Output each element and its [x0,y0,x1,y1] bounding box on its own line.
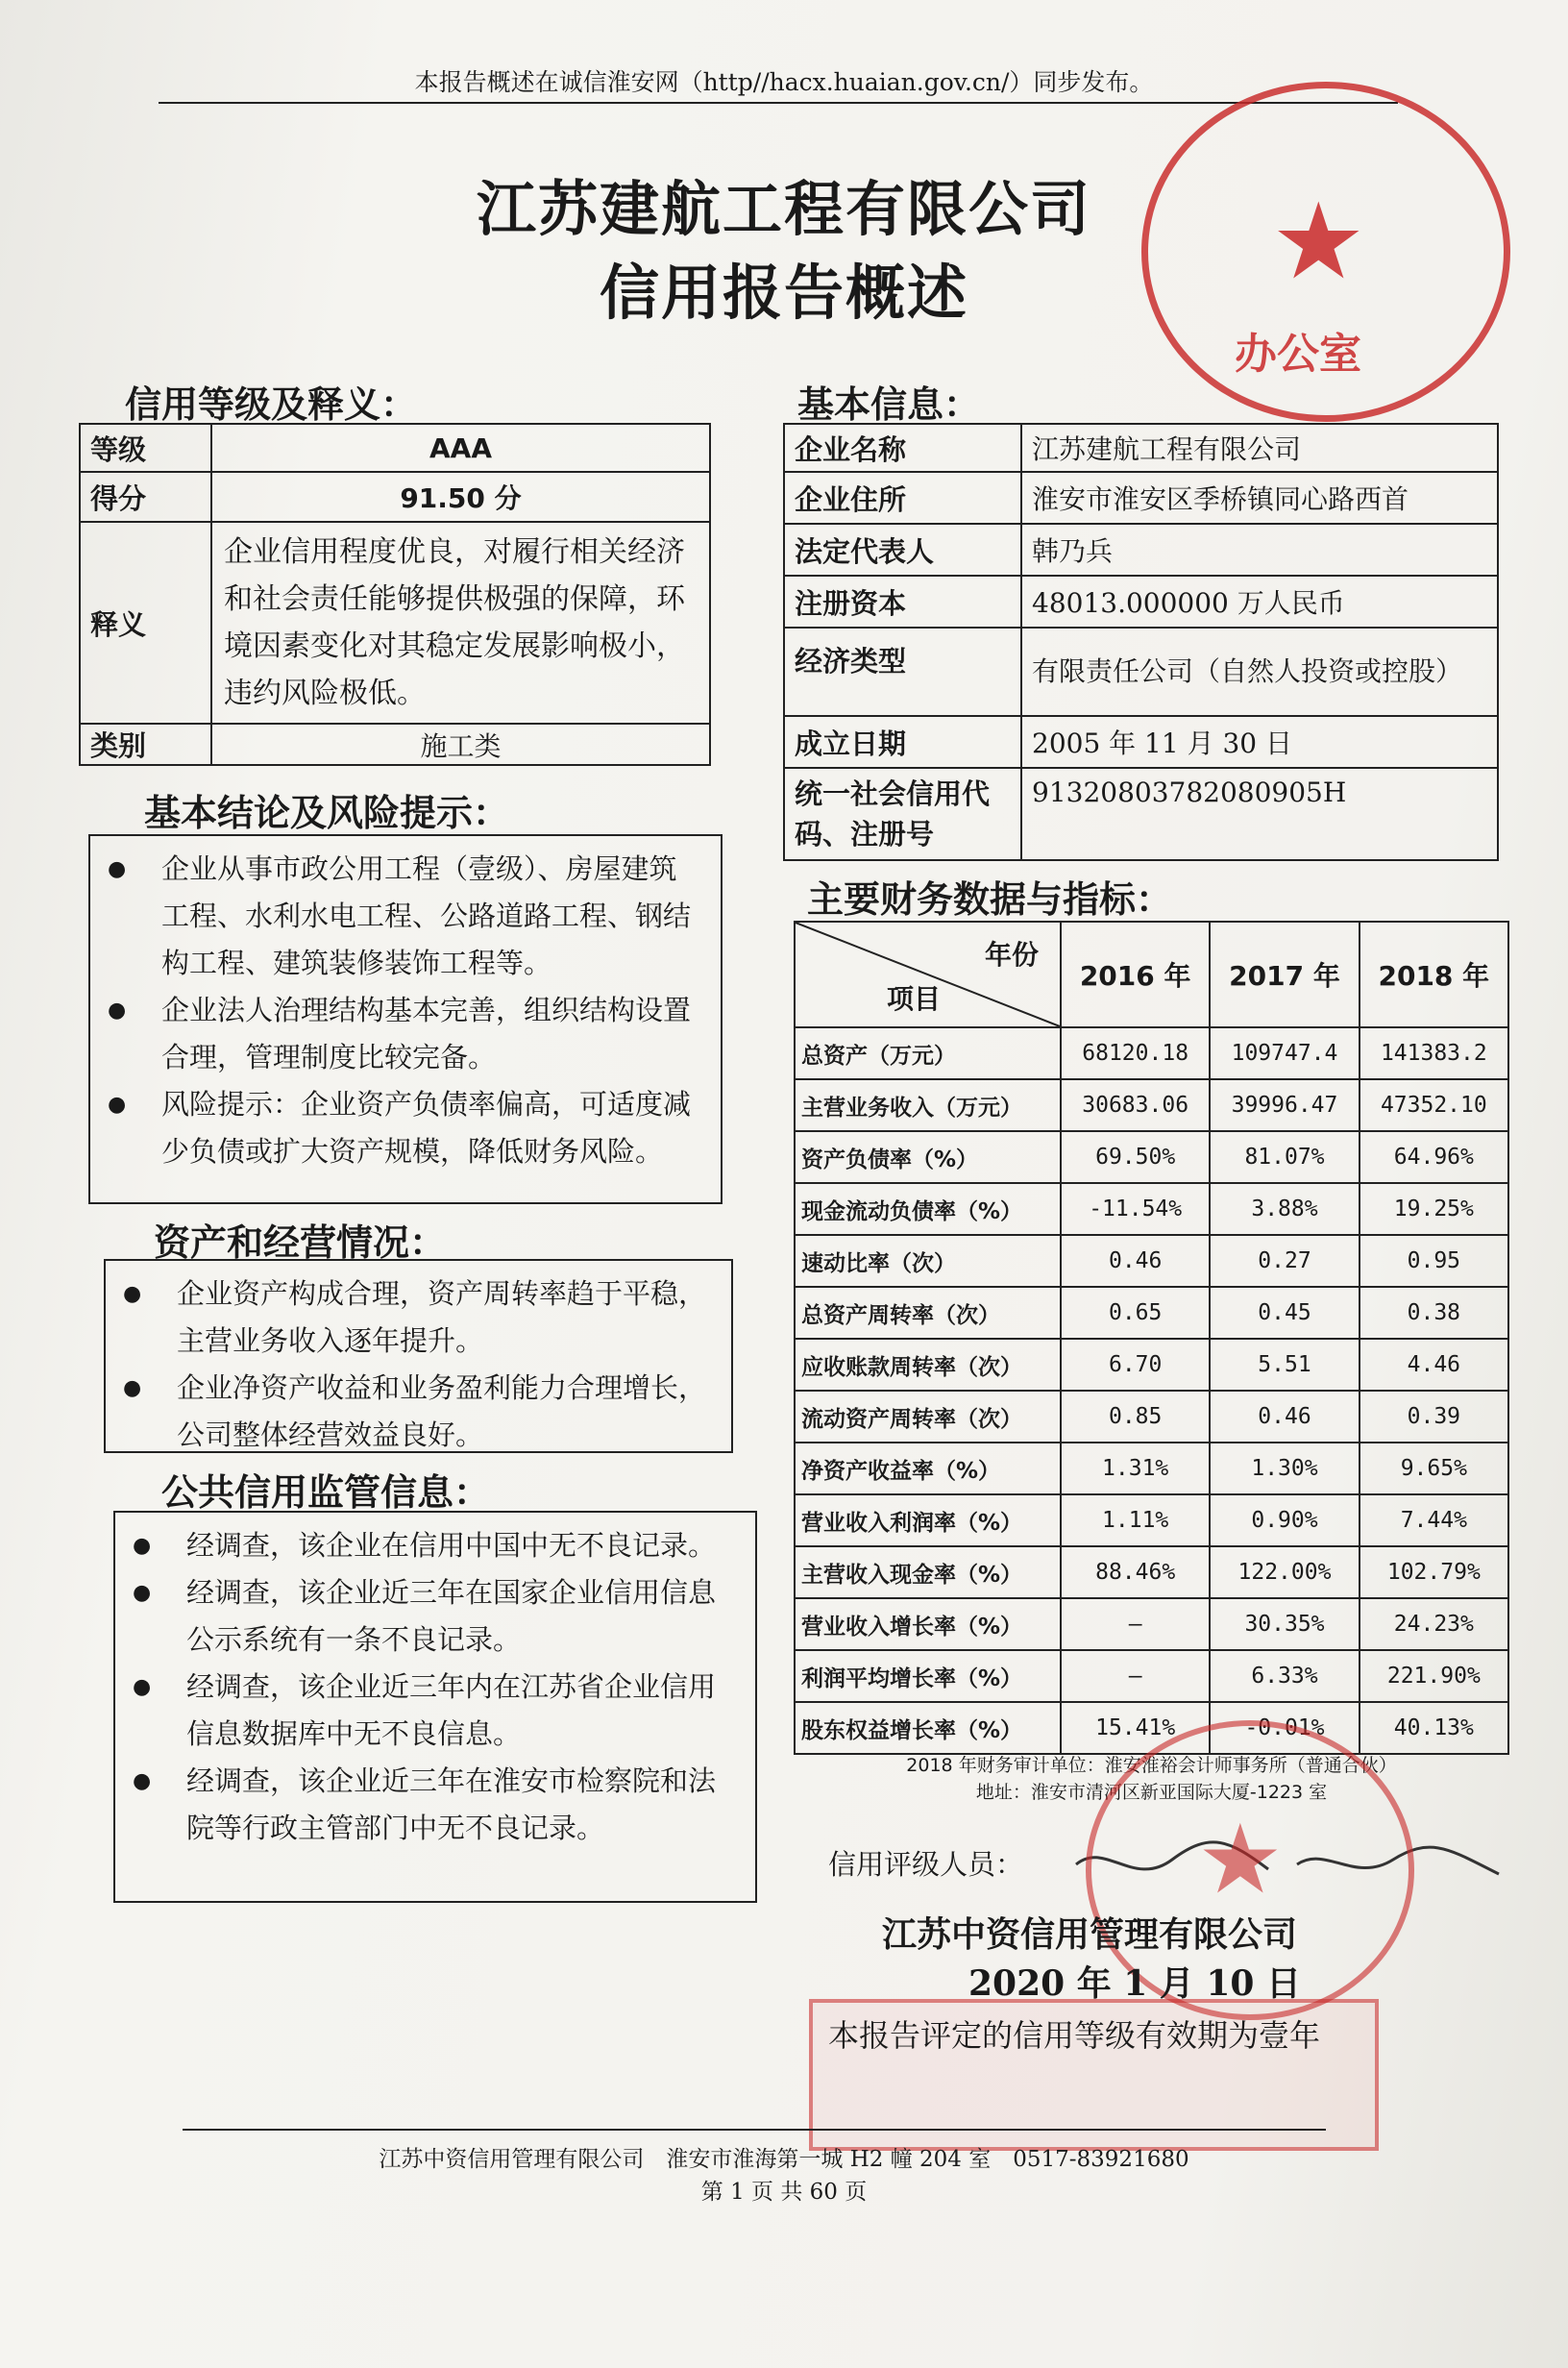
conclusion-item: ● 企业从事市政公用工程（壹级）、房屋建筑工程、水利水电工程、公路道路工程、钢结构工程、建筑装修装饰工程等。 [108,846,703,987]
assets-heading: 资产和经营情况： [154,1221,447,1264]
finance-cell: -11.54% [1061,1183,1210,1235]
conclusion-heading: 基本结论及风险提示： [144,792,510,834]
bullet-icon: ● [123,1282,142,1306]
grade-table [79,423,711,766]
finance-row [795,1494,1508,1546]
finance-cell: – [1061,1598,1210,1650]
conclusion-box [88,834,723,1204]
finance-cell: 5.51 [1210,1339,1359,1391]
finance-cell: 3.88% [1210,1183,1359,1235]
year-header: 2016 年 [1061,922,1210,1027]
finance-cell: 64.96% [1360,1131,1508,1183]
public-item: ● 经调查，该企业在信用中国中无不良记录。 [133,1522,738,1569]
office-seal [1141,82,1510,422]
category-label: 类别 [80,724,211,765]
finance-row-label: 利润平均增长率（%） [795,1650,1061,1702]
finance-row [795,1287,1508,1339]
public-item: ● 经调查，该企业近三年内在江苏省企业信用信息数据库中无不良信息。 [133,1664,738,1758]
finance-cell: 6.70 [1061,1339,1210,1391]
meaning-label: 释义 [80,522,211,724]
finance-row-label: 总资产（万元） [795,1027,1061,1079]
document-title: 信用报告概述 [599,258,968,328]
basic-value: 江苏建航工程有限公司 [1021,424,1498,472]
bullet-icon: ● [133,1675,152,1699]
basic-label: 统一社会信用代码、注册号 [784,768,1021,860]
basic-info-table [783,423,1499,861]
finance-cell: 0.45 [1210,1287,1359,1339]
finance-cell: 88.46% [1061,1546,1210,1598]
finance-cell: 30.35% [1210,1598,1359,1650]
corner-item-label: 项目 [887,983,942,1015]
finance-row-label: 主营收入现金率（%） [795,1546,1061,1598]
finance-cell: -0.01% [1210,1702,1359,1754]
finance-row-label: 营业收入增长率（%） [795,1598,1061,1650]
score-value: 91.50 分 [211,472,710,522]
finance-row [795,1598,1508,1650]
finance-cell: 4.46 [1360,1339,1508,1391]
basic-label: 成立日期 [784,716,1021,768]
basic-value: 91320803782080905H [1021,768,1498,860]
finance-cell: 221.90% [1360,1650,1508,1702]
finance-row [795,1235,1508,1287]
assets-item: ● 企业净资产收益和业务盈利能力合理增长，公司整体经营效益良好。 [123,1365,714,1459]
finance-cell: 9.65% [1360,1443,1508,1494]
seal-star-icon: ★ [1271,180,1366,303]
bullet-icon: ● [133,1769,152,1793]
finance-row [795,1027,1508,1079]
bullet-icon: ● [133,1534,152,1558]
finance-row-label: 主营业务收入（万元） [795,1079,1061,1131]
finance-cell: 7.44% [1360,1494,1508,1546]
finance-row-label: 净资产收益率（%） [795,1443,1061,1494]
audit-address: 地址：淮安市清河区新亚国际大厦-1223 室 [975,1782,1328,1803]
finance-row-label: 速动比率（次） [795,1235,1061,1287]
footer-info: 江苏中资信用管理有限公司 淮安市淮海第一城 H2 幢 204 室 0517-83921680 [379,2147,1189,2172]
category-value: 施工类 [211,724,710,765]
finance-cell: 1.11% [1061,1494,1210,1546]
bullet-icon: ● [123,1376,142,1400]
assets-item: ● 企业资产构成合理，资产周转率趋于平稳，主营业务收入逐年提升。 [123,1270,714,1365]
footer-divider [183,2129,1326,2131]
year-header: 2018 年 [1360,922,1508,1027]
finance-cell: 1.31% [1061,1443,1210,1494]
finance-row [795,1183,1508,1235]
finance-cell: 0.27 [1210,1235,1359,1287]
publish-notice: 本报告概述在诚信淮安网（http//hacx.huaian.gov.cn/）同步发布。 [414,68,1154,96]
agency-name: 江苏中资信用管理有限公司 [882,1914,1298,1955]
basic-value: 48013.000000 万人民币 [1021,576,1498,628]
finance-cell: 15.41% [1061,1702,1210,1754]
finance-row-label: 股东权益增长率（%） [795,1702,1061,1754]
finance-row [795,1443,1508,1494]
rater-label: 信用评级人员： [828,1848,1024,1881]
finance-row [795,1391,1508,1443]
finance-cell: 122.00% [1210,1546,1359,1598]
finance-body [795,1027,1508,1754]
finance-row [795,1131,1508,1183]
finance-cell: 0.39 [1360,1391,1508,1443]
public-credit-heading: 公共信用监管信息： [161,1471,491,1514]
finance-row-label: 总资产周转率（次） [795,1287,1061,1339]
finance-cell: 0.85 [1061,1391,1210,1443]
grade-heading: 信用等级及释义： [125,383,418,426]
meaning-value: 企业信用程度优良，对履行相关经济和社会责任能够提供极强的保障，环境因素变化对其稳定发展影响极小，违约风险极低。 [211,522,710,724]
public-credit-box [113,1511,757,1903]
basic-label: 注册资本 [784,576,1021,628]
bullet-icon: ● [108,857,127,881]
finance-row-label: 现金流动负债率（%） [795,1183,1061,1235]
finance-cell: 1.30% [1210,1443,1359,1494]
grade-label: 等级 [80,424,211,472]
finance-row [795,1079,1508,1131]
finance-cell: 141383.2 [1360,1027,1508,1079]
finance-cell: – [1061,1650,1210,1702]
grade-value: AAA [211,424,710,472]
finance-corner [795,922,1061,1027]
basic-label: 经济类型 [784,628,1021,716]
finance-row-label: 营业收入利润率（%） [795,1494,1061,1546]
basic-label: 企业名称 [784,424,1021,472]
bullet-icon: ● [108,999,127,1023]
validity-text: 本报告评定的信用等级有效期为壹年 [828,2017,1321,2054]
finance-table [794,921,1509,1755]
finance-row [795,1702,1508,1754]
page-number: 第 1 页 共 60 页 [700,2180,868,2205]
finance-cell: 0.46 [1061,1235,1210,1287]
finance-cell: 0.65 [1061,1287,1210,1339]
basic-value: 淮安市淮安区季桥镇同心路西首 [1021,472,1498,524]
finance-cell: 0.95 [1360,1235,1508,1287]
basic-label: 企业住所 [784,472,1021,524]
bullet-icon: ● [108,1093,127,1117]
public-item: ● 经调查，该企业近三年在淮安市检察院和法院等行政主管部门中无不良记录。 [133,1758,738,1852]
report-date: 2020 年 1 月 10 日 [968,1963,1302,2004]
company-title: 江苏建航工程有限公司 [476,174,1091,244]
finance-cell: 24.23% [1360,1598,1508,1650]
finance-cell: 30683.06 [1061,1079,1210,1131]
finance-cell: 19.25% [1360,1183,1508,1235]
finance-cell: 40.13% [1360,1702,1508,1754]
finance-cell: 68120.18 [1061,1027,1210,1079]
year-header: 2017 年 [1210,922,1359,1027]
finance-row-label: 资产负债率（%） [795,1131,1061,1183]
conclusion-item: ● 风险提示：企业资产负债率偏高，可适度减少负债或扩大资产规模，降低财务风险。 [108,1081,703,1175]
agency-seal-star-icon: ★ [1197,1803,1284,1915]
finance-cell: 81.07% [1210,1131,1359,1183]
basic-value: 有限责任公司（自然人投资或控股） [1021,628,1498,716]
finance-cell: 69.50% [1061,1131,1210,1183]
bullet-icon: ● [133,1581,152,1605]
header-divider [159,102,1398,104]
finance-cell: 47352.10 [1360,1079,1508,1131]
finance-cell: 39996.47 [1210,1079,1359,1131]
finance-heading: 主要财务数据与指标： [807,878,1173,921]
finance-cell: 0.38 [1360,1287,1508,1339]
finance-cell: 102.79% [1360,1546,1508,1598]
score-label: 得分 [80,472,211,522]
finance-cell: 6.33% [1210,1650,1359,1702]
seal-label: 办公室 [1235,330,1361,379]
basic-label: 法定代表人 [784,524,1021,576]
public-item: ● 经调查，该企业近三年在国家企业信用信息公示系统有一条不良记录。 [133,1569,738,1664]
finance-row [795,1650,1508,1702]
conclusion-item: ● 企业法人治理结构基本完善，组织结构设置合理，管理制度比较完备。 [108,987,703,1081]
assets-box [104,1259,733,1453]
corner-year-label: 年份 [984,939,1039,971]
finance-cell: 109747.4 [1210,1027,1359,1079]
finance-row [795,1546,1508,1598]
basic-value: 韩乃兵 [1021,524,1498,576]
audit-unit: 2018 年财务审计单位：淮安淮裕会计师事务所（普通合伙） [906,1755,1397,1776]
basic-info-heading: 基本信息： [797,383,981,426]
finance-row-label: 应收账款周转率（次） [795,1339,1061,1391]
finance-cell: 0.90% [1210,1494,1359,1546]
basic-value: 2005 年 11 月 30 日 [1021,716,1498,768]
finance-row [795,1339,1508,1391]
finance-cell: 0.46 [1210,1391,1359,1443]
finance-row-label: 流动资产周转率（次） [795,1391,1061,1443]
